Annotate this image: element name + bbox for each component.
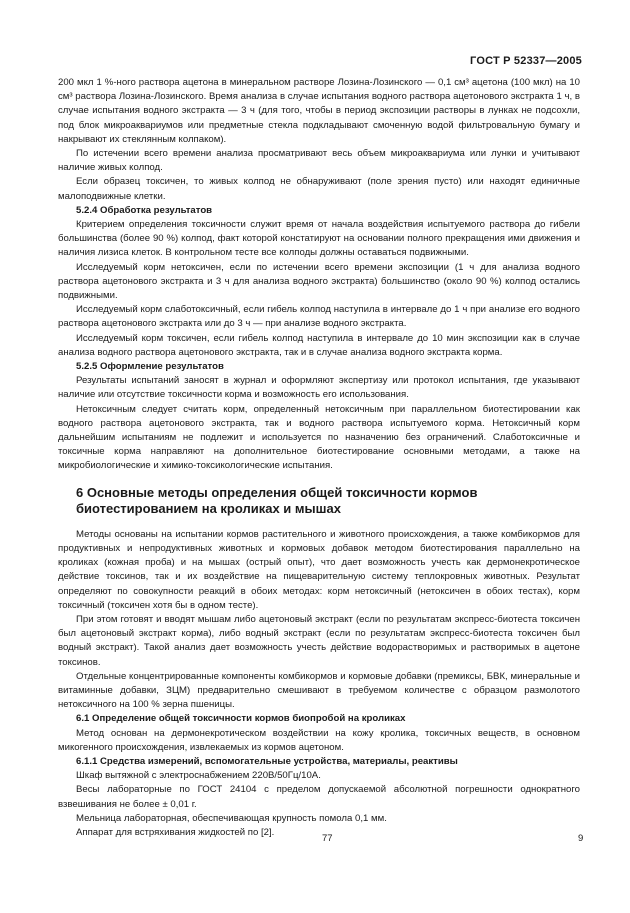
paragraph: По истечении всего времени анализа просматривают весь объем микроаквариума или лунки и учитывают наличие живых колпод.: [58, 148, 580, 174]
paragraph: Шкаф вытяжной с электроснабжением 220В/50Гц/10А.: [76, 770, 321, 782]
standard-header: ГОСТ Р 52337—2005: [470, 55, 582, 67]
paragraph: Аппарат для встряхивания жидкостей по [2].: [76, 826, 275, 838]
paragraph: Нетоксичным следует считать корм, определенный нетоксичным при параллельном биотестировании как водного раствора ацетонового экстракта, так и водного раствора испытуемого корма. Нетоксичный корм дальнейшим испытаниям не подлежит и используется по назначению без ограничений. Слаботоксичные и токсичные корма направляют на дополнительное биотестирование основными методами, а также на микробиологические и химико-токсикологические испытания.: [58, 403, 580, 472]
document-body: [58, 76, 580, 840]
paragraph: Весы лабораторные по ГОСТ 24104 с пределом допускаемой абсолютной погрешности однократного взвешивания не более ± 0,01 г.: [58, 784, 580, 810]
subsection-heading: 6.1 Определение общей токсичности кормов биопробой на кроликах: [76, 713, 406, 725]
subsection-heading: 5.2.4 Обработка результатов: [76, 204, 213, 216]
paragraph: Метод основан на дермонекротическом воздействии на кожу кролика, токсичных веществ, в основном микогенного происхождения, извлекаемых из кормов ацетоном.: [58, 727, 580, 753]
page-number-right: 9: [578, 833, 584, 844]
paragraph: Критерием определения токсичности служит время от начала воздействия испытуемого раствора до гибели большинства (более 90 %) колпод, факт которой констатируют на основании полного прекращения ими движения и наличия лизиса клеток. В контрольном тесте все колподы должны оставаться подвижными.: [58, 219, 580, 259]
paragraph: Исследуемый корм нетоксичен, если по истечении всего времени экспозиции (1 ч для анализа водного раствора ацетонового экстракта и 3 ч для анализа водного экстракта) большинство (около 90 %) колпод остались подвижными.: [58, 261, 580, 302]
paragraph: Методы основаны на испытании кормов растительного и животного происхождения, а также комбикормов для продуктивных и непродуктивных животных и кормовых добавок методом биотестирования параллельно на кроликах (кожная проба) и на мышах (острый опыт), что дает возможность учесть как дермонекротическое действие токсинов, так и их воздействие на пищеварительную систему теплокровных животных. Результат определяют по совокупности реакций в обоих методах: корм нетоксичный (нетоксичен в обоих тестах), корм токсичный (токсичен хотя бы в одном тесте).: [58, 528, 580, 611]
page-number-center: 77: [322, 833, 333, 844]
paragraph: Отдельные концентрированные компоненты комбикормов и кормовые добавки (премиксы, БВК, минеральные и витаминные добавки, ЗЦМ) предварительно смешивают в требуемом количестве с образцом размолотого нетоксичного на 100 % зерна пшеницы.: [58, 670, 580, 711]
section-heading: 6 Основные методы определения общей токсичности кормов биотестированием на кроликах и мышах: [76, 484, 478, 517]
paragraph: Результаты испытаний заносят в журнал и оформляют экспертизу или протокол испытания, где указывают наличие или отсутствие токсичности корма и возможность его использования.: [58, 375, 580, 401]
paragraph: Исследуемый корм токсичен, если гибель колпод наступила в интервале до 10 мин экспозиции как в случае анализа водного раствора ацетонового экстракта, так и в случае анализа водного экстракта корма.: [58, 332, 580, 358]
paragraph: Если образец токсичен, то живых колпод не обнаруживают (поле зрения пусто) или находят единичные малоподвижные клетки.: [58, 176, 580, 202]
paragraph: Мельница лабораторная, обеспечивающая крупность помола 0,1 мм.: [76, 812, 387, 824]
paragraph: 200 мкл 1 %-ного раствора ацетона в минеральном растворе Лозина-Лозинского — 0,1 см³ ацетона (100 мкл) на 10 см³ раствора Лозина-Лозинского. Время анализа в случае испытания водного раствора ацетонового экстракта 1 ч, в случае испытания водного экстракта — 3 ч (для того, чтобы в период экспозиции растворы в лунках не подсохли, под блок микроаквариумов или предметные стекла подкладывают смоченную водой фильтровальную бумагу и накрывают их стеклянным колпаком).: [58, 77, 580, 145]
subsection-heading: 5.2.5 Оформление результатов: [76, 361, 224, 373]
paragraph: При этом готовят и вводят мышам либо ацетоновый экстракт (если по результатам экспресс-биотеста токсичен был ацетоновый экстракт корма), либо водный экстракт (если по результатам экспресс-биотеста токсичен был водный экстракт). Такой анализ дает возможность учесть действие водорастворимых и растворимых в ацетоне токсинов.: [58, 613, 580, 668]
paragraph: Исследуемый корм слаботоксичный, если гибель колпод наступила в интервале до 1 ч при анализе его водного раствора ацетонового экстракта или до 3 ч — при анализе водного экстракта.: [58, 304, 580, 330]
subsection-heading: 6.1.1 Средства измерений, вспомогательные устройства, материалы, реактивы: [76, 755, 458, 767]
